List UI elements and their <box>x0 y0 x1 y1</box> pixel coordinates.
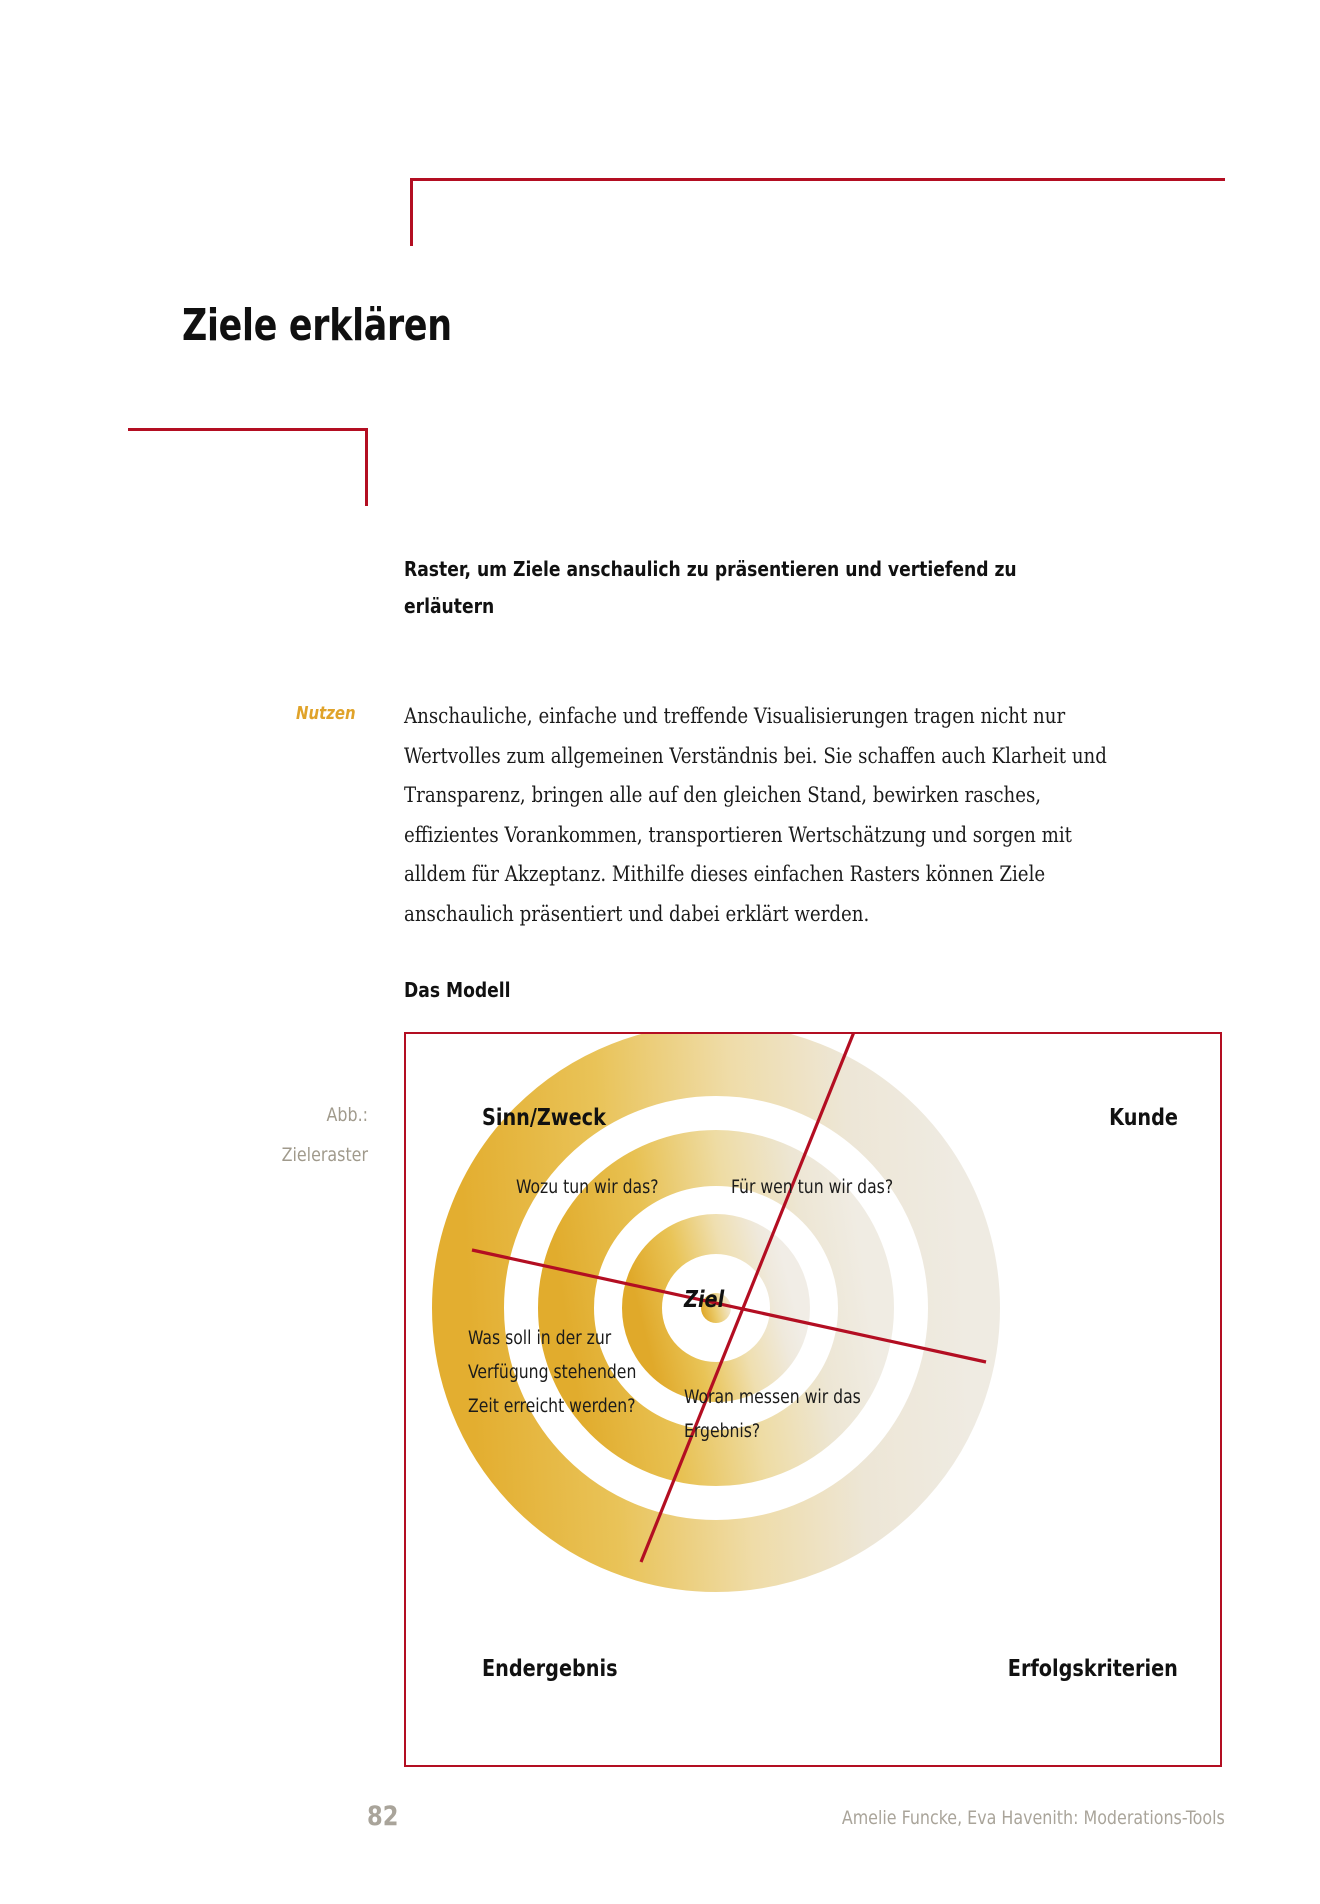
model-heading: Das Modell <box>404 978 511 1002</box>
question-text-kunde: Für wen tun wir das? <box>731 1177 894 1198</box>
page-subtitle: Raster, um Ziele anschaulich zu präsentieren und vertiefend zu erläutern <box>404 557 1017 618</box>
question-text-sinn-zweck: Wozu tun wir das? <box>516 1177 659 1198</box>
quadrant-label-kunde: Kunde <box>1109 1105 1178 1131</box>
quadrant-label-sinn-zweck: Sinn/Zweck <box>482 1105 606 1131</box>
zieleraster-diagram <box>404 1032 1222 1767</box>
figure-caption-line1: Abb.: <box>326 1104 368 1126</box>
left-red-rule-stem <box>365 428 368 506</box>
nutzen-label: Nutzen <box>296 703 356 724</box>
top-red-rule <box>410 178 1225 181</box>
left-red-rule <box>128 428 368 431</box>
question-text-erfolgskriterien: Woran messen wir das Ergebnis? <box>684 1387 861 1442</box>
quadrant-label-erfolgskriterien: Erfolgskriterien <box>1007 1656 1178 1682</box>
page-number: 82 <box>367 1801 399 1832</box>
question-text-endergebnis: Was soll in der zur Verfügung stehenden Zeit erreicht werden? <box>468 1328 637 1417</box>
figure-caption <box>165 1095 368 1175</box>
nutzen-paragraph-text: Anschauliche, einfache und treffende Visualisierungen tragen nicht nur Wertvolles zum allgemeinen Verständnis bei. Sie schaffen auch Klarheit und Transparenz, bringen alle auf den gleichen Stand, bewirken rasches, effizientes Vorankommen, transportieren Wertschätzung und sorgen mit alldem für Akzeptanz. Mithilfe dieses einfachen Rasters können Ziele anschaulich präsentiert und dabei erklärt werden. <box>404 704 1107 927</box>
footer-credit: Amelie Funcke, Eva Havenith: Moderations-Tools <box>842 1807 1225 1829</box>
nutzen-paragraph <box>404 697 1118 934</box>
top-red-rule-stem <box>410 178 413 246</box>
quadrant-label-endergebnis: Endergebnis <box>482 1656 618 1682</box>
center-label-ziel: Ziel <box>684 1287 725 1313</box>
figure-caption-line2: Zieleraster <box>281 1144 368 1166</box>
page-title: Ziele erklären <box>182 300 452 351</box>
